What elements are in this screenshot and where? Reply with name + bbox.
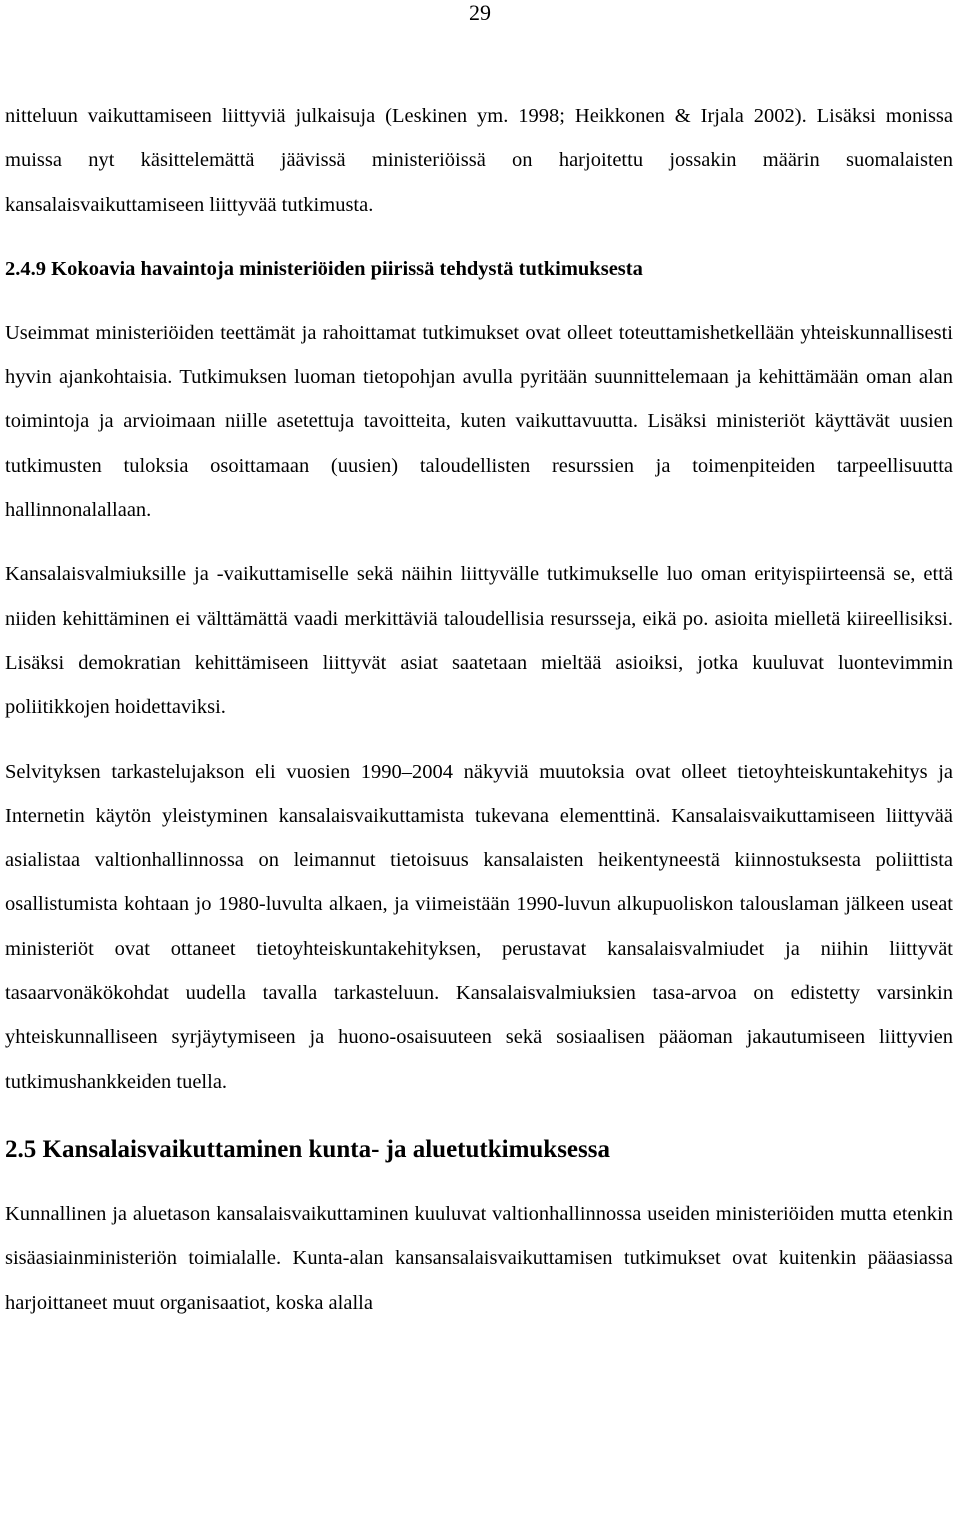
page-number: 29 bbox=[469, 0, 491, 25]
paragraph-municipal: Kunnallinen ja aluetason kansalaisvaikuttaminen kuuluvat valtionhallinnossa useiden ministeriöiden mutta etenkin sisäasiainministeriön toimialalle. Kunta-alan kansansalaisvaikuttamisen tutkimukset ovat kuitenkin pääasiassa harjoittaneet muut organisaatiot, koska alalla bbox=[5, 1202, 953, 1314]
paragraph-review-period: Selvityksen tarkastelujakson eli vuosien 1990–2004 näkyviä muutoksia ovat olleet tietoyhteiskuntakehitys ja Internetin käytön yleistyminen kansalaisvaikuttamista tukevana elementtinä. Kansalaisvaikuttamiseen liittyvää asialistaa valtionhallinnossa on leimannut tietoisuus kansalaisten heikentyneestä kiinnostuksesta poliittista osallistumista kohtaan jo 1980-luvulta alkaen, ja viimeistään 1990-luvun alkupuoliskon talouslaman jälkeen useat ministeriöt ovat ottaneet tietoyhteiskuntakehityksen, perustavat kansalaisvalmiudet ja niihin liittyvät tasaarvonäkökohdat uudella tavalla tarkasteluun. Kansalaisvalmiuksien tasa-arvoa on edistetty varsinkin yhteiskunnalliseen syrjäytymiseen ja huono-osaisuuteen sekä sosiaalisen pääoman jakautumiseen liittyvien tutkimushankkeiden tuella. bbox=[5, 760, 953, 1093]
section-heading-2-4-9: 2.4.9 Kokoavia havaintoja ministeriöiden piirissä tehdystä tutkimuksesta bbox=[5, 257, 643, 280]
paragraph-citizen-capacities: Kansalaisvalmiuksille ja -vaikuttamiselle sekä näihin liittyvälle tutkimukselle luo oman erityispiirteensä se, että niiden kehittäminen ei välttämättä vaadi merkittäviä taloudellisia resursseja, eikä po. asioita mielletä kiireellisiksi. Lisäksi demokratian kehittämiseen liittyvät asiat saatetaan mieltää asioiksi, jotka kuuluvat luontevimmin poliitikkojen hoidettaviksi. bbox=[5, 563, 953, 719]
paragraph-intro: nitteluun vaikuttamiseen liittyviä julkaisuja (Leskinen ym. 1998; Heikkonen & Irjala 2002). Lisäksi monissa muissa nyt käsittelemättä jäävissä ministeriöissä on harjoitettu jossakin määrin suomalaisten kansalaisvaikuttamiseen liittyvää tutkimusta. bbox=[5, 105, 953, 216]
paragraph-ministry-research: Useimmat ministeriöiden teettämät ja rahoittamat tutkimukset ovat olleet toteuttamishetkellään yhteiskunnallisesti hyvin ajankohtaisia. Tutkimuksen luoman tietopohjan avulla pyritään suunnittelemaan ja kehittämään oman alan toimintoja ja arvioimaan niille asetettuja tavoitteita, kuten vaikuttavuutta. Lisäksi ministeriöt käyttävät uusien tutkimusten tuloksia osoittamaan (uusien) taloudellisten resurssien ja toimenpiteiden tarpeellisuutta hallinnonalallaan. bbox=[5, 321, 953, 522]
document-body bbox=[5, 94, 953, 1325]
section-heading-2-5: 2.5 Kansalaisvaikuttaminen kunta- ja aluetutkimuksessa bbox=[5, 1135, 610, 1163]
